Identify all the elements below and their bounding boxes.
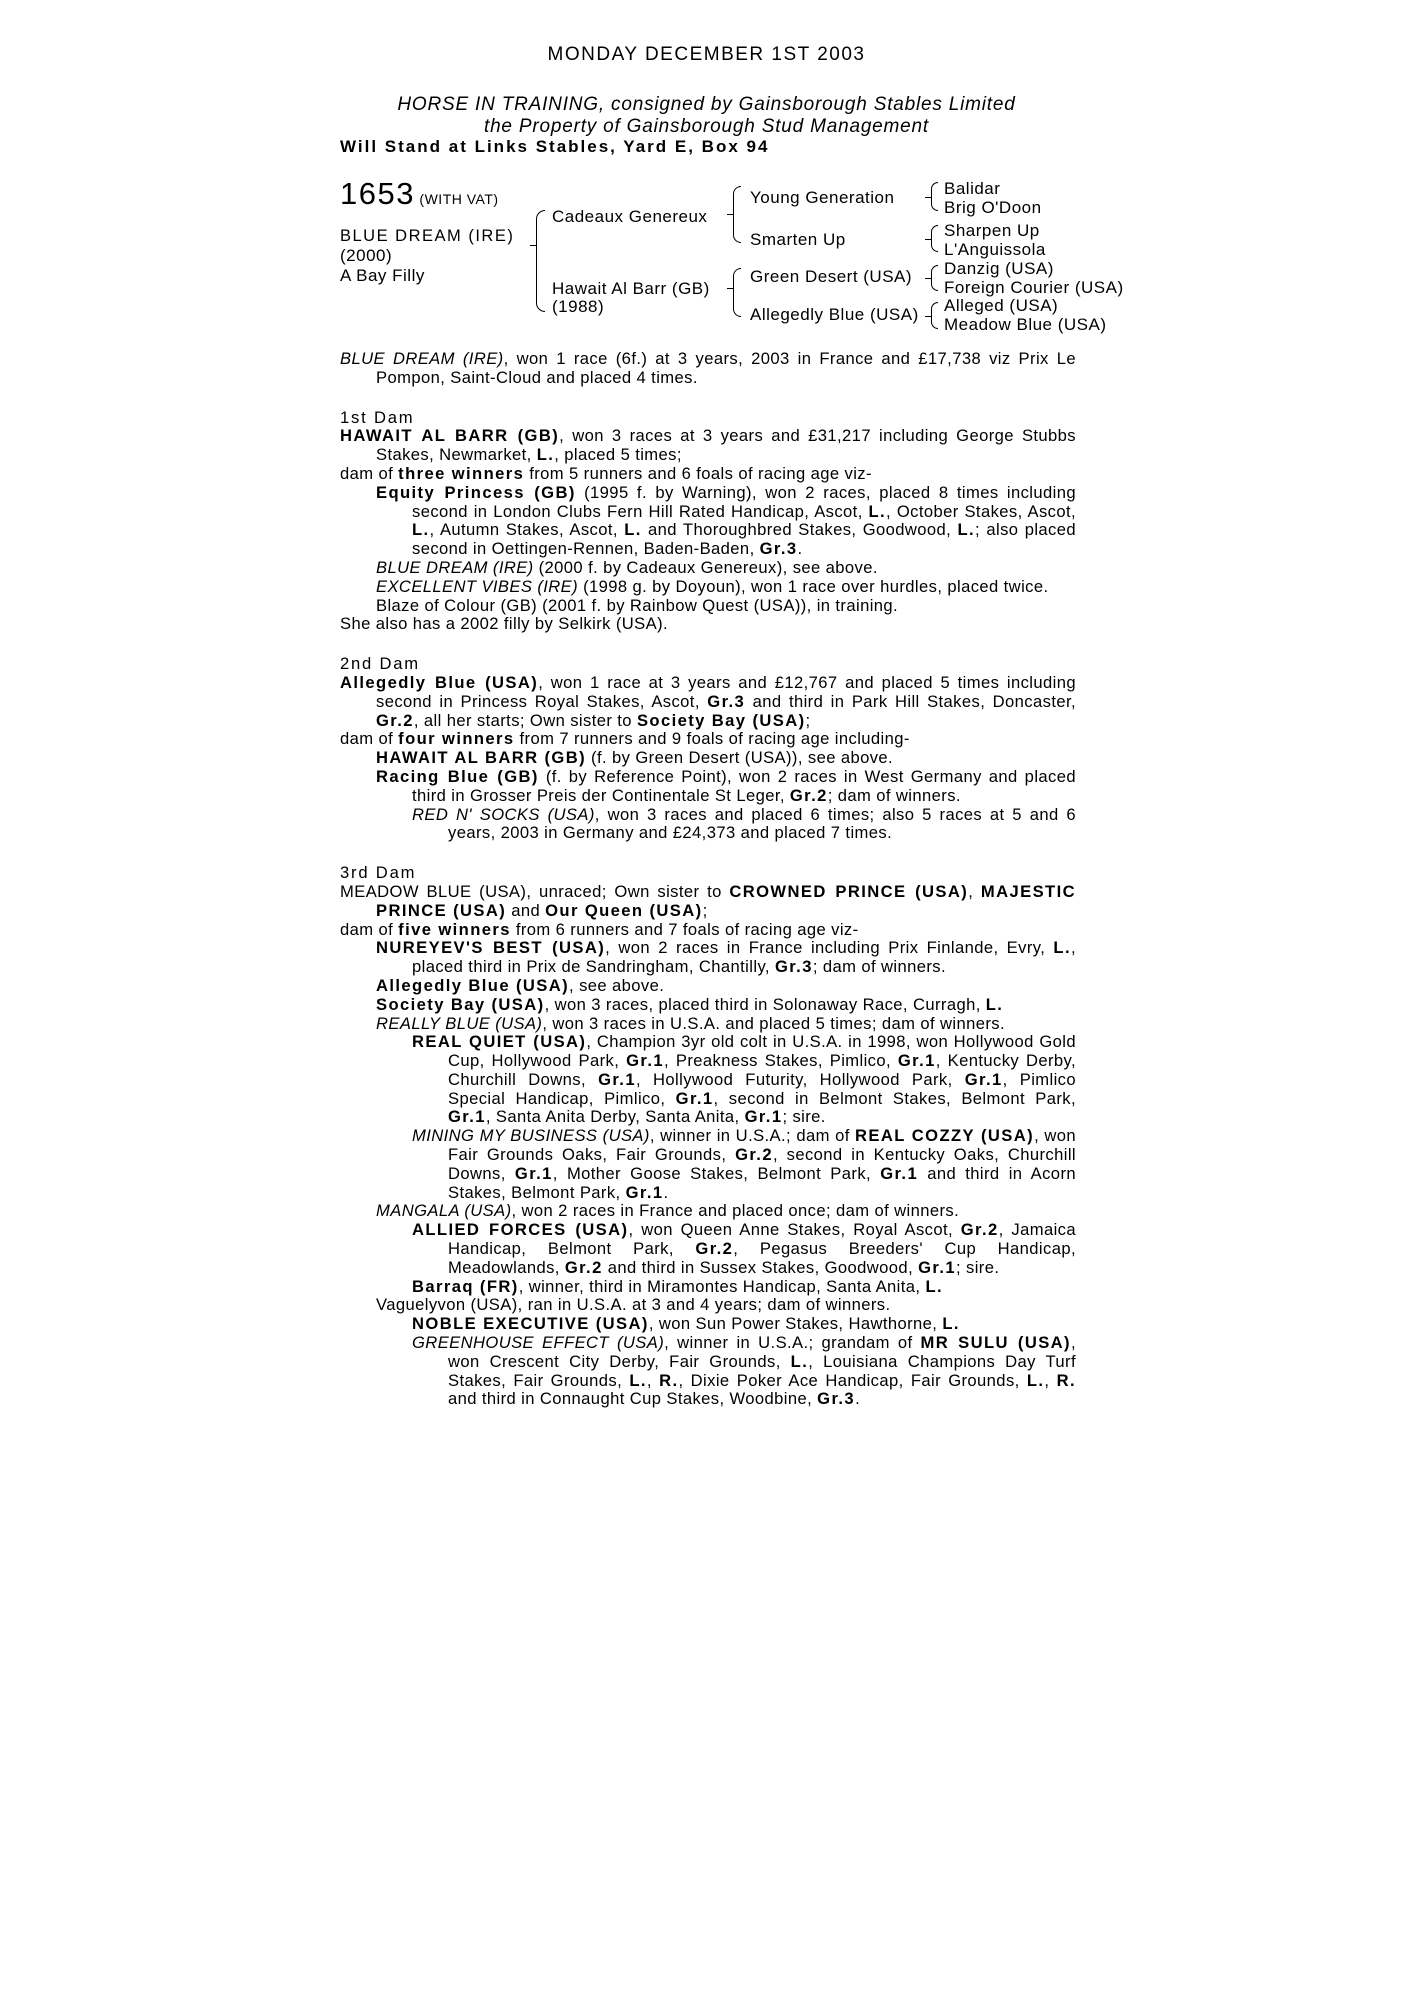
produce-entry: HAWAIT AL BARR (GB) (f. by Green Desert (USA)), see above. — [376, 748, 894, 768]
lot-summary: BLUE DREAM (IRE), won 1 race (6f.) at 3 years, 2003 in France and £17,738 viz Prix Le Pompon, Saint-Cloud and placed 4 times. — [340, 349, 1076, 387]
bracket-top — [733, 186, 741, 215]
produce-entry: Vaguelyvon (USA), ran in U.S.A. at 3 and 4 years; dam of winners. — [376, 1295, 891, 1315]
great-granddam: Brig O'Doon — [944, 198, 1042, 217]
bracket-bottom — [931, 239, 938, 252]
produce-summary: dam of five winners from 6 runners and 7 foals of racing age viz- — [340, 919, 859, 939]
bracket-bottom — [733, 288, 741, 317]
bracket-bottom — [931, 197, 938, 211]
produce-entry: Blaze of Colour (GB) (2001 f. by Rainbow Quest (USA)), in training. — [376, 595, 899, 615]
produce-entry: Society Bay (USA), won 3 races, placed third in Solonaway Race, Curragh, L. — [376, 994, 1004, 1014]
sire: Cadeaux Genereux — [552, 207, 708, 226]
produce-entry: BLUE DREAM (IRE) (2000 f. by Cadeaux Genereux), see above. — [376, 557, 878, 577]
great-grandsire: Balidar — [944, 179, 1001, 198]
dam-year: (1988) — [552, 297, 605, 316]
foaling-year: (2000) — [340, 246, 393, 265]
bracket-bottom — [931, 278, 938, 291]
produce-entry: Racing Blue (GB) (f. by Reference Point), won 2 races in West Germany and placed third in Grosser Preis der Continentale St Leger, Gr.2; dam of winners. — [376, 766, 1076, 805]
bracket-top — [536, 210, 545, 246]
second-dam-heading: 2nd Dam — [340, 654, 420, 674]
vat-note: (WITH VAT) — [419, 191, 499, 207]
produce-entry: NOBLE EXECUTIVE (USA), won Sun Power Stakes, Hawthorne, L. — [412, 1314, 960, 1334]
bracket-top — [931, 265, 938, 279]
sale-date: MONDAY DECEMBER 1ST 2003 — [547, 44, 866, 65]
dam-record: HAWAIT AL BARR (GB), won 3 races at 3 years and £31,217 including George Stubbs Stakes, Newmarket, L., placed 5 times; — [340, 426, 1077, 465]
bracket-top — [733, 268, 741, 289]
first-dam-heading: 1st Dam — [340, 407, 415, 427]
dam-record: Allegedly Blue (USA), won 1 race at 3 years and £12,767 and placed 5 times including second in Princess Royal Stakes, Ascot, Gr.3 and third in Park Hill Stakes, Doncaster, Gr.2, all her starts; Own sister to Society Bay (USA); — [340, 672, 1076, 730]
produce-entry: MANGALA (USA), won 2 races in France and placed once; dam of winners. — [376, 1201, 960, 1221]
sire-dam: Smarten Up — [750, 230, 846, 249]
produce-entry: Equity Princess (GB) (1995 f. by Warning), won 2 races, placed 8 times including second in London Clubs Fern Hill Rated Handicap, Ascot, L., October Stakes, Ascot, L., Autumn Stakes, Ascot, L. and Thoroughbred Stakes, Goodwood, L.; also placed second in Oettingen-Rennen, Baden-Baden, Gr.3. — [376, 482, 1077, 559]
produce-summary: dam of four winners from 7 runners and 9 foals of racing age including- — [340, 729, 910, 749]
produce-entry: EXCELLENT VIBES (IRE) (1998 g. by Doyoun), won 1 race over hurdles, placed twice. — [376, 576, 1049, 596]
bracket-bottom — [931, 316, 938, 329]
produce-entry: NUREYEV'S BEST (USA), won 2 races in France including Prix Finlande, Evry, L., placed third in Prix de Sandringham, Chantilly, Gr.3; dam of winners. — [376, 938, 1076, 977]
produce-entry: REAL QUIET (USA), Champion 3yr old colt in U.S.A. in 1998, won Hollywood Gold Cup, Hollywood Park, Gr.1, Preakness Stakes, Pimlico, Gr.1, Kentucky Derby, Churchill Downs, Gr.1, Hollywood Futurity, Hollywood Park, Gr.1, Pimlico Special Handicap, Pimlico, Gr.1, second in Belmont Stakes, Belmont Park, Gr.1, Santa Anita Derby, Santa Anita, Gr.1; sire. — [412, 1032, 1076, 1127]
produce-record — [340, 350, 1076, 1409]
bracket-top — [931, 302, 938, 317]
consignor-line: HORSE IN TRAINING, consigned by Gainsborough Stables Limited — [397, 94, 1016, 115]
produce-entry: Allegedly Blue (USA), see above. — [376, 975, 665, 995]
bracket-top — [931, 225, 938, 240]
produce-note: She also has a 2002 filly by Selkirk (USA). — [340, 614, 669, 634]
produce-entry: GREENHOUSE EFFECT (USA), winner in U.S.A.; grandam of MR SULU (USA), won Crescent City Derby, Fair Grounds, L., Louisiana Champions Day Turf Stakes, Fair Grounds, L., R., Dixie Poker Ace Handicap, Fair Grounds, L., R. and third in Connaught Cup Stakes, Woodbine, Gr.3. — [412, 1333, 1076, 1409]
horse-description: A Bay Filly — [340, 266, 425, 285]
dam-dam: Allegedly Blue (USA) — [750, 305, 919, 324]
produce-entry: REALLY BLUE (USA), won 3 races in U.S.A. and placed 5 times; dam of winners. — [376, 1013, 1005, 1033]
lot-number: 1653 — [340, 176, 415, 211]
stable-location: Will Stand at Links Stables, Yard E, Box 94 — [340, 137, 770, 156]
great-granddam: Meadow Blue (USA) — [944, 315, 1107, 334]
produce-entry: Barraq (FR), winner, third in Miramontes Handicap, Santa Anita, L. — [412, 1276, 943, 1296]
produce-entry: MINING MY BUSINESS (USA), winner in U.S.A.; dam of REAL COZZY (USA), won Fair Grounds Oaks, Fair Grounds, Gr.2, second in Kentucky Oaks, Churchill Downs, Gr.1, Mother Goose Stakes, Belmont Park, Gr.1 and third in Acorn Stakes, Belmont Park, Gr.1. — [412, 1126, 1076, 1202]
produce-entry: ALLIED FORCES (USA), won Queen Anne Stakes, Royal Ascot, Gr.2, Jamaica Handicap, Belmont Park, Gr.2, Pegasus Breeders' Cup Handicap, Meadowlands, Gr.2 and third in Sussex Stakes, Goodwood, Gr.1; sire. — [412, 1220, 1076, 1277]
great-granddam: L'Anguissola — [944, 240, 1046, 259]
great-grandsire: Danzig (USA) — [944, 259, 1054, 278]
great-granddam: Foreign Courier (USA) — [944, 278, 1124, 297]
produce-entry: RED N' SOCKS (USA), won 3 races and placed 6 times; also 5 races at 5 and 6 years, 2003 in Germany and £24,373 and placed 7 times. — [412, 804, 1076, 843]
bracket-top — [931, 182, 938, 198]
sire-sire: Young Generation — [750, 188, 895, 207]
dam-sire: Green Desert (USA) — [750, 267, 913, 286]
dam-record: MEADOW BLUE (USA), unraced; Own sister to CROWNED PRINCE (USA), MAJESTIC PRINCE (USA) and Our Queen (USA); — [340, 881, 1076, 920]
bracket-bottom — [733, 214, 741, 243]
lot-heading — [340, 176, 499, 212]
third-dam-heading: 3rd Dam — [340, 863, 417, 883]
horse-name: BLUE DREAM (IRE) — [340, 227, 515, 245]
great-grandsire: Sharpen Up — [944, 221, 1040, 240]
bracket-bottom — [536, 245, 545, 312]
property-line: the Property of Gainsborough Stud Management — [483, 116, 929, 137]
dam: Hawait Al Barr (GB) — [552, 279, 710, 298]
produce-summary: dam of three winners from 5 runners and 6 foals of racing age viz- — [340, 463, 872, 483]
great-grandsire: Alleged (USA) — [944, 296, 1059, 315]
